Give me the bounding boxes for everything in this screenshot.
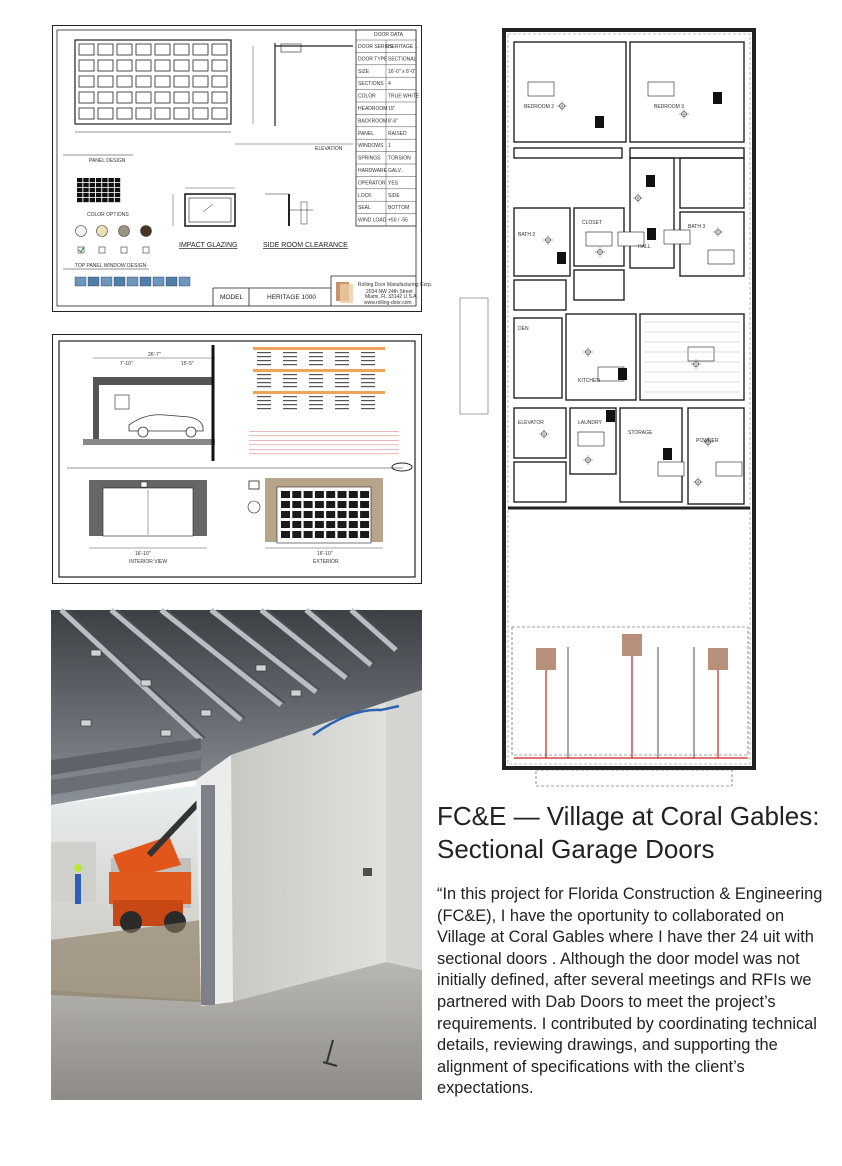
impact-glazing-detail: [173, 188, 235, 226]
dim-left: 7'-10": [120, 361, 133, 367]
door-data-value: BOTTOM: [388, 205, 410, 212]
installation-drawing: [52, 334, 422, 584]
room-label: BATH 3: [688, 224, 706, 230]
door-data-value: 16'-0" x 8'-0": [388, 68, 416, 75]
color-swatch-sandstone: [119, 226, 130, 237]
door-data-value: 8'-6": [388, 118, 398, 125]
top-panel-label: TOP PANEL WINDOW DESIGN: [75, 263, 147, 269]
door-data-value: GALV.: [388, 168, 402, 174]
door-data-value: 4: [388, 81, 391, 88]
garage-door-openings: [512, 627, 748, 786]
door-data-value: 15": [388, 106, 396, 112]
color-swatch-almond: [97, 226, 108, 237]
company-name: Rolling Door Manufacturing Corp.: [358, 282, 433, 288]
room-label: KITCHEN: [578, 378, 600, 384]
door-data-key: HARDWARE: [358, 168, 387, 174]
door-data-key: SPRINGS: [358, 155, 381, 162]
dim-interior: 16'-10": [135, 551, 151, 557]
installation-svg: [53, 335, 420, 582]
door-spec-drawing: [52, 25, 433, 312]
side-room-clearance-detail: [265, 194, 313, 226]
door-data-key: SECTIONS: [358, 81, 384, 88]
company-web: www.rolling-door.com: [364, 300, 412, 306]
door-front-elevation: [75, 40, 231, 132]
garage-interior-photo: [51, 610, 422, 1100]
door-data-title: DOOR DATA: [374, 32, 403, 38]
spring-schedule-tables: [249, 347, 399, 454]
door-data-value: TORSION: [388, 155, 411, 162]
door-data-key: SEAL: [358, 205, 371, 212]
project-title: FC&E — Village at Coral Gables: Sectional Garage Doors: [437, 801, 820, 864]
door-data-key: SIZE: [358, 68, 370, 75]
project-caption: [437, 800, 829, 1100]
door-spec-svg: [53, 26, 433, 310]
company-address-1: 2034 NW 24th Street: [366, 289, 413, 295]
company-address-2: Miami, FL 33142 U.S.A.: [365, 294, 418, 300]
door-data-value: SIDE: [388, 192, 400, 199]
door-data-key: WINDOWS: [358, 143, 384, 150]
door-data-key: BACKROOM: [358, 118, 388, 125]
floor-plan-drawing: [458, 22, 773, 792]
exterior-view: [248, 478, 383, 565]
room-label: DEN: [518, 326, 529, 332]
door-data-key: PANEL: [358, 130, 375, 137]
garage-photo-svg: [51, 610, 422, 1100]
title-block: [213, 276, 432, 306]
impact-glazing-label: IMPACT GLAZING: [179, 242, 238, 249]
top-panel-window-swatches: [75, 277, 190, 286]
room-label: LAUNDRY: [578, 420, 602, 426]
color-swatch-white: [76, 226, 87, 237]
room-label: HALL: [638, 244, 651, 250]
door-data-key: WIND LOAD: [358, 217, 387, 224]
dim-exterior: 16'-10": [317, 551, 333, 557]
elevation-label: ELEVATION: [315, 146, 343, 152]
door-data-key: COLOR: [358, 93, 376, 100]
project-description: “In this project for Florida Construction & Engineering (FC&E), I have the oportunity to collaborated on Village at Coral Gables where I have ther 24 uit with sectional doors . Although the door model was not initially defined, after several meetings and RFIs we partnered with Dab Doors to meet the project’s requirements. I contributed by coordinating technical details, reviewing drawings, and supporting the alignment of specifications with the client’s expectations.: [437, 885, 823, 1098]
garage-section-view: [83, 345, 215, 461]
model-label: MODEL: [220, 294, 244, 301]
dim-top: 26'-7": [148, 352, 161, 358]
color-swatch-brown: [141, 226, 152, 237]
side-room-clearance-label: SIDE ROOM CLEARANCE: [263, 242, 348, 249]
interior-view-label: INTERIOR VIEW: [129, 559, 168, 565]
door-data-key: OPERATOR: [358, 180, 386, 187]
panel-design-swatch: [77, 178, 120, 202]
door-data-value: HERITAGE 1: [388, 44, 418, 50]
dim-right: 15'-5": [181, 361, 194, 367]
color-options-label: COLOR OPTIONS: [87, 212, 129, 218]
panel-design-label: PANEL DESIGN: [89, 158, 126, 164]
door-data-value: TRUE WHITE: [388, 93, 420, 100]
floor-plan-svg: [458, 22, 773, 792]
room-label: BEDROOM 2: [524, 104, 555, 110]
room-label: POWDER: [696, 438, 719, 444]
model-value: HERITAGE 1000: [267, 294, 317, 301]
room-label: ELEVATOR: [518, 420, 544, 426]
exterior-label: EXTERIOR: [313, 559, 339, 565]
door-data-key: HEADROOM: [358, 106, 388, 112]
door-data-table: [356, 30, 420, 226]
room-label: STORAGE: [628, 430, 653, 436]
room-label: CLOSET: [582, 220, 603, 226]
room-label: BATH 2: [518, 232, 536, 238]
door-data-value: +50 / -55: [388, 217, 408, 224]
interior-view: [89, 480, 207, 565]
door-data-value: SECTIONAL: [388, 56, 417, 63]
door-data-key: LOCK: [358, 192, 372, 199]
door-data-key: DOOR SERIES: [358, 44, 393, 50]
door-data-key: DOOR TYPE: [358, 56, 388, 63]
door-data-value: 1: [388, 143, 391, 150]
door-data-value: YES: [388, 180, 399, 187]
door-data-value: RAISED: [388, 130, 407, 137]
door-side-section: [235, 43, 353, 144]
room-label: BEDROOM 3: [654, 104, 685, 110]
